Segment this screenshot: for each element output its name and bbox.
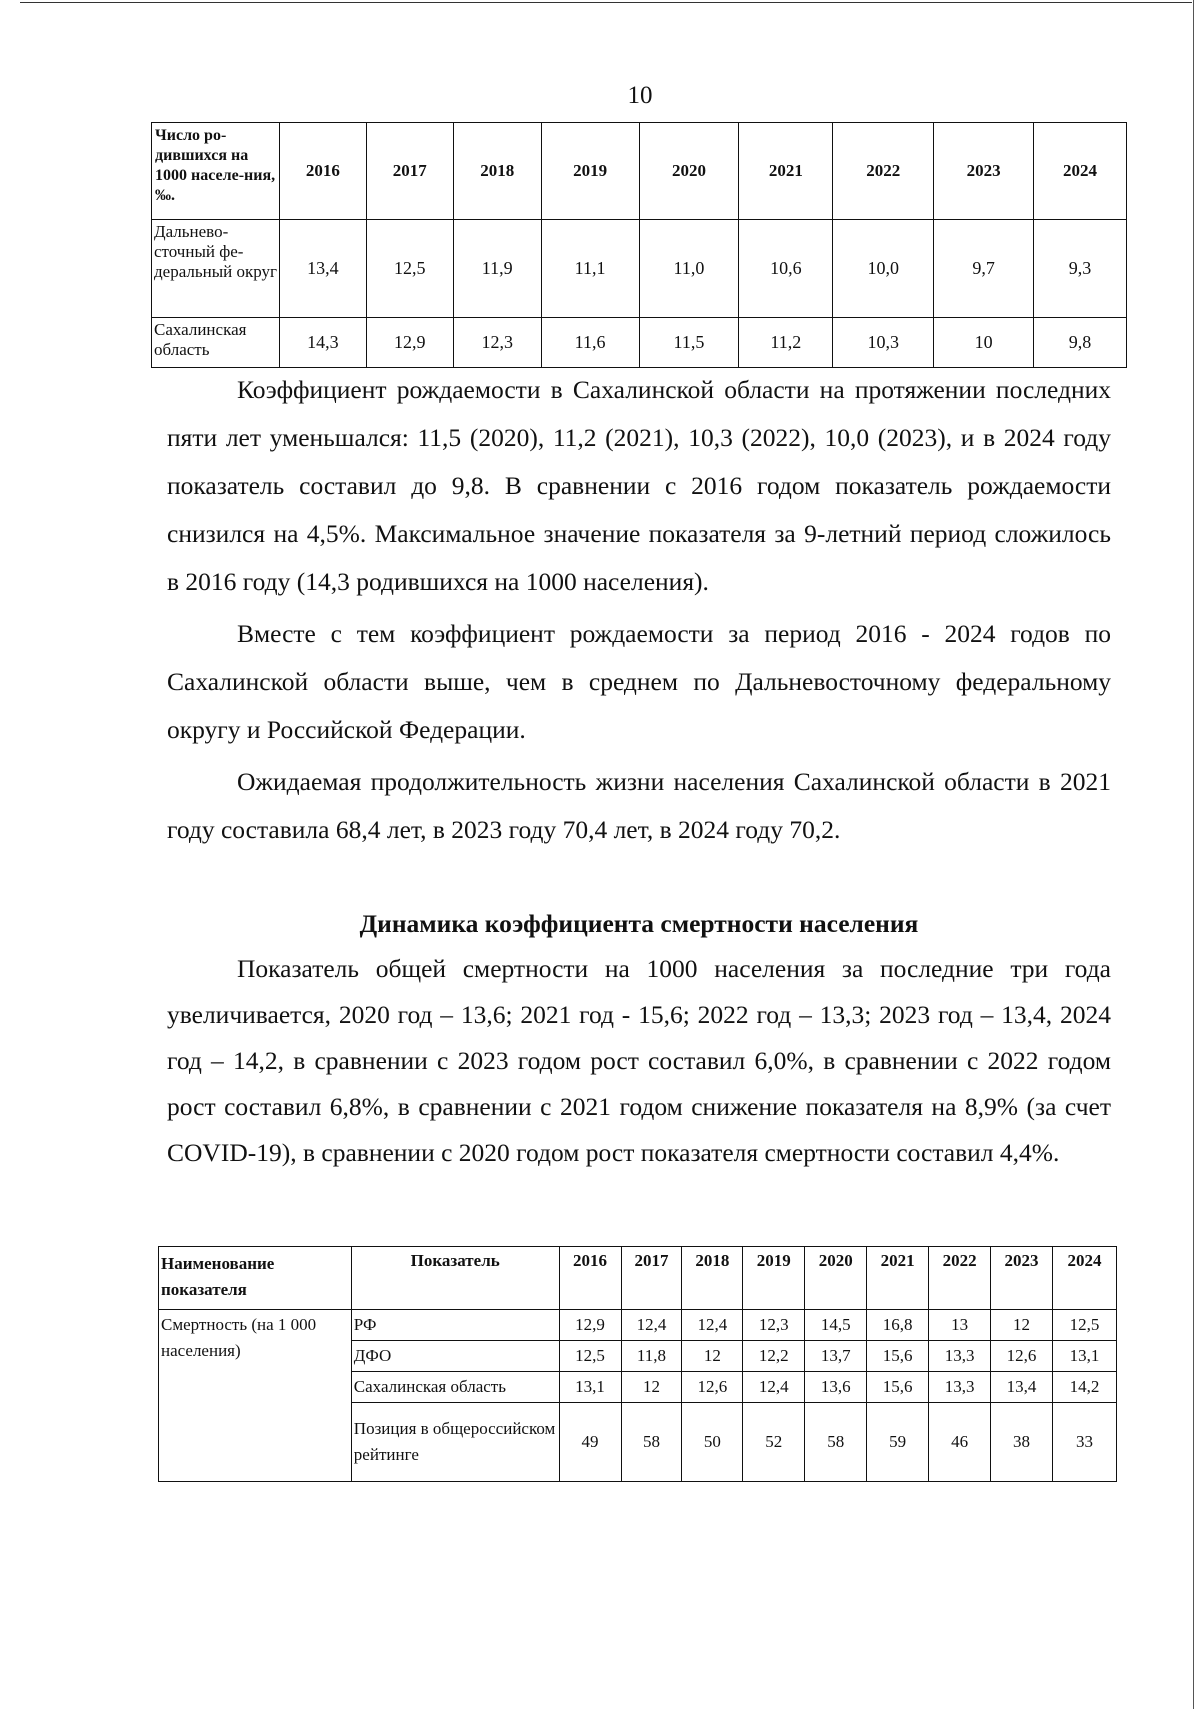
mortality-value-cell: 12,2 <box>743 1341 805 1372</box>
mortality-value-cell: 12,5 <box>559 1341 621 1372</box>
mortality-text <box>167 946 1111 1176</box>
paragraph-mortality: Показатель общей смертности на 1000 населения за последние три года увеличивается, 2020 год – 13,6; 2021 год - 15,6; 2022 год – 13,3; 2023 год – 13,4, 2024 год – 14,2, в сравнении с 2023 годом рост составил 6,0%, в сравнении с 2022 годом рост составил 6,8%, в сравнении с 2021 годом снижение показателя на 8,9% (за счет COVID-19), в сравнении с 2020 годом рост показателя смертности составил 4,4%. <box>167 954 1111 1167</box>
birth-value-cell: 12,3 <box>453 318 541 368</box>
birth-value-cell: 10,6 <box>739 220 833 318</box>
mortality-value-cell: 12,6 <box>682 1372 743 1403</box>
mortality-value-cell: 15,6 <box>867 1341 929 1372</box>
birth-year-header: 2024 <box>1034 123 1127 220</box>
paragraph-birth-comparison: Вместе с тем коэффициент рождаемости за период 2016 - 2024 годов по Сахалинской области выше, чем в среднем по Дальневосточному федеральному округу и Российской Федерации. <box>167 619 1111 744</box>
mortality-group-label: Смертность (на 1 000 населения) <box>159 1310 352 1482</box>
scan-right-border <box>1193 0 1194 1709</box>
birth-year-header: 2022 <box>833 123 934 220</box>
birth-value-cell: 11,6 <box>541 318 639 368</box>
mortality-row-label: Сахалинская область <box>351 1372 559 1403</box>
birth-year-header: 2019 <box>541 123 639 220</box>
mortality-value-cell: 13,1 <box>559 1372 621 1403</box>
birth-table-row <box>152 318 1127 368</box>
mortality-year-header: 2020 <box>805 1247 867 1310</box>
mortality-value-cell: 13,3 <box>929 1341 991 1372</box>
mortality-value-cell: 58 <box>621 1403 682 1482</box>
birth-value-cell: 13,4 <box>279 220 366 318</box>
mortality-year-header: 2018 <box>682 1247 743 1310</box>
mortality-value-cell: 13 <box>929 1310 991 1341</box>
birth-value-cell: 12,9 <box>366 318 453 368</box>
mortality-value-cell: 14,2 <box>1052 1372 1116 1403</box>
mortality-value-cell: 12,9 <box>559 1310 621 1341</box>
birth-value-cell: 9,7 <box>934 220 1034 318</box>
mortality-value-cell: 12 <box>682 1341 743 1372</box>
mortality-table <box>158 1246 1117 1482</box>
birth-year-header: 2016 <box>279 123 366 220</box>
birth-year-header: 2023 <box>934 123 1034 220</box>
birth-value-cell: 14,3 <box>279 318 366 368</box>
birth-row-label: Сахалинская область <box>152 318 280 368</box>
page-number: 10 <box>627 82 653 109</box>
birth-value-cell: 11,1 <box>541 220 639 318</box>
mortality-value-cell: 11,8 <box>621 1341 682 1372</box>
birth-table-header-row <box>152 123 1127 220</box>
mortality-value-cell: 13,4 <box>991 1372 1053 1403</box>
mortality-value-cell: 12 <box>621 1372 682 1403</box>
mortality-year-header: 2022 <box>929 1247 991 1310</box>
mortality-col-indicator: Показатель <box>351 1247 559 1310</box>
birth-table-header-label: Число ро-дившихся на 1000 населе-ния, ‰. <box>152 123 280 220</box>
mortality-value-cell: 12,6 <box>991 1341 1053 1372</box>
birth-rate-table <box>151 122 1127 368</box>
birth-value-cell: 9,3 <box>1034 220 1127 318</box>
birth-year-header: 2020 <box>639 123 739 220</box>
mortality-value-cell: 33 <box>1052 1403 1116 1482</box>
mortality-value-cell: 49 <box>559 1403 621 1482</box>
birth-value-cell: 12,5 <box>366 220 453 318</box>
mortality-value-cell: 13,6 <box>805 1372 867 1403</box>
mortality-value-cell: 12,4 <box>743 1372 805 1403</box>
mortality-value-cell: 13,3 <box>929 1372 991 1403</box>
mortality-year-header: 2016 <box>559 1247 621 1310</box>
mortality-value-cell: 38 <box>991 1403 1053 1482</box>
mortality-value-cell: 12,5 <box>1052 1310 1116 1341</box>
mortality-value-cell: 12 <box>991 1310 1053 1341</box>
birth-table-row <box>152 220 1127 318</box>
mortality-value-cell: 59 <box>867 1403 929 1482</box>
paragraph-life-expectancy: Ожидаемая продолжительность жизни населения Сахалинской области в 2021 году составила 68,4 лет, в 2023 году 70,4 лет, в 2024 году 70,2. <box>167 767 1111 844</box>
body-text <box>167 366 1111 854</box>
mortality-col-name: Наименование показателя <box>159 1247 352 1310</box>
mortality-value-cell: 13,1 <box>1052 1341 1116 1372</box>
mortality-value-cell: 50 <box>682 1403 743 1482</box>
birth-value-cell: 10 <box>934 318 1034 368</box>
birth-year-header: 2021 <box>739 123 833 220</box>
mortality-value-cell: 58 <box>805 1403 867 1482</box>
mortality-table-row <box>159 1310 1117 1341</box>
mortality-table-header-row <box>159 1247 1117 1310</box>
birth-value-cell: 11,5 <box>639 318 739 368</box>
birth-value-cell: 11,2 <box>739 318 833 368</box>
mortality-value-cell: 15,6 <box>867 1372 929 1403</box>
mortality-value-cell: 46 <box>929 1403 991 1482</box>
birth-row-label: Дальнево-сточный фе-деральный округ <box>152 220 280 318</box>
mortality-year-header: 2023 <box>991 1247 1053 1310</box>
birth-value-cell: 10,0 <box>833 220 934 318</box>
birth-year-header: 2017 <box>366 123 453 220</box>
birth-value-cell: 11,0 <box>639 220 739 318</box>
mortality-row-label: Позиция в общероссийском рейтинге <box>351 1403 559 1482</box>
birth-value-cell: 9,8 <box>1034 318 1127 368</box>
section-heading: Динамика коэффициента смертности населения <box>359 909 919 938</box>
birth-year-header: 2018 <box>453 123 541 220</box>
mortality-year-header: 2024 <box>1052 1247 1116 1310</box>
mortality-year-header: 2017 <box>621 1247 682 1310</box>
mortality-row-label: РФ <box>351 1310 559 1341</box>
mortality-value-cell: 12,4 <box>682 1310 743 1341</box>
mortality-value-cell: 14,5 <box>805 1310 867 1341</box>
mortality-value-cell: 12,4 <box>621 1310 682 1341</box>
scan-top-border <box>20 2 1192 3</box>
mortality-value-cell: 52 <box>743 1403 805 1482</box>
birth-value-cell: 10,3 <box>833 318 934 368</box>
mortality-value-cell: 16,8 <box>867 1310 929 1341</box>
mortality-value-cell: 13,7 <box>805 1341 867 1372</box>
paragraph-birth-rate: Коэффициент рождаемости в Сахалинской области на протяжении последних пяти лет уменьшался: 11,5 (2020), 11,2 (2021), 10,3 (2022), 10,0 (2023), и в 2024 году показатель составил до 9,8. В сравнении с 2016 годом показатель рождаемости снизился на 4,5%. Максимальное значение показателя за 9-летний период сложилось в 2016 году (14,3 родившихся на 1000 населения). <box>167 375 1111 596</box>
mortality-year-header: 2019 <box>743 1247 805 1310</box>
mortality-year-header: 2021 <box>867 1247 929 1310</box>
mortality-row-label: ДФО <box>351 1341 559 1372</box>
birth-value-cell: 11,9 <box>453 220 541 318</box>
mortality-value-cell: 12,3 <box>743 1310 805 1341</box>
